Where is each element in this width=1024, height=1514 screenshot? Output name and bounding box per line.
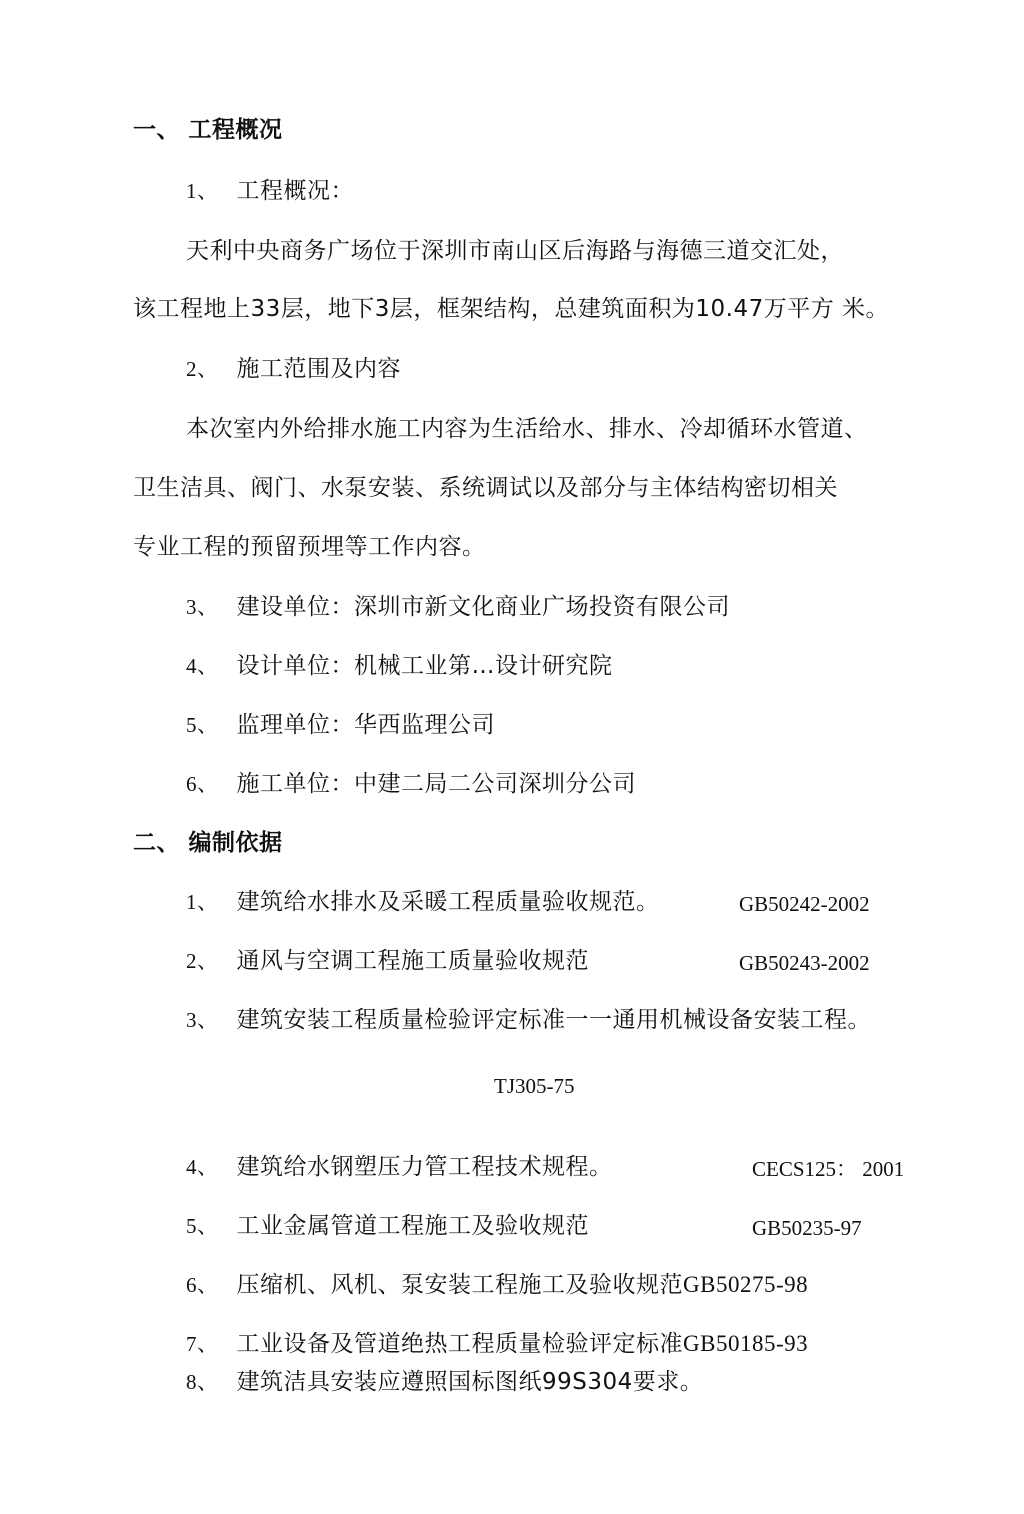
overview-paragraph-line-1: 天利中央商务广场位于深圳市南山区后海路与海德三道交汇处， <box>186 238 844 264</box>
item-text: 建筑给水排水及采暖工程质量验收规范。 <box>236 889 660 915</box>
item-number: 1、 <box>186 179 219 203</box>
item-number: 8、 <box>186 1370 219 1394</box>
item-text: 建筑安装工程质量检验评定标准一一通用机械设备安装工程。 <box>236 1007 871 1033</box>
item-text: 建筑洁具安装应遵照国标图纸99S304要求。 <box>236 1369 704 1395</box>
section-2-title: 二、 编制依据 <box>133 830 283 856</box>
item-text: 监理单位：华西监理公司 <box>236 712 495 738</box>
section-1-item-6 <box>186 769 636 799</box>
item-text: 工业设备及管道绝热工程质量检验评定标准 <box>236 1331 683 1357</box>
standard-code: GB50235-97 <box>752 1216 862 1240</box>
reference-item-3 <box>186 1005 871 1035</box>
section-1-item-4 <box>186 651 613 681</box>
item-text: 建筑给水钢塑压力管工程技术规程。 <box>236 1154 613 1180</box>
reference-item-2 <box>186 946 589 976</box>
reference-item-4 <box>186 1152 613 1182</box>
item-number: 5、 <box>186 1214 219 1238</box>
item-text: 工程概况： <box>236 178 354 204</box>
item-number: 7、 <box>186 1332 219 1356</box>
overview-paragraph-line-2: 该工程地上33层，地下3层，框架结构，总建筑面积为10.47万平方 米。 <box>133 296 890 322</box>
standard-code: GB50243-2002 <box>739 951 870 975</box>
standard-code: GB50275-98 <box>683 1272 809 1297</box>
item-text: 施工单位：中建二局二公司深圳分公司 <box>236 771 636 797</box>
item-number: 4、 <box>186 654 219 678</box>
section-1-item-2 <box>186 354 401 384</box>
standard-code: TJ305-75 <box>494 1074 575 1098</box>
item-text: 通风与空调工程施工质量验收规范 <box>236 948 589 974</box>
item-number: 6、 <box>186 1273 219 1297</box>
scope-paragraph-line-2: 卫生洁具、阀门、水泵安装、系统调试以及部分与主体结构密切相关 <box>133 475 838 501</box>
item-number: 6、 <box>186 772 219 796</box>
reference-item-7 <box>186 1329 808 1359</box>
item-number: 4、 <box>186 1155 219 1179</box>
reference-item-6 <box>186 1270 808 1300</box>
section-1-item-5 <box>186 710 495 740</box>
item-number: 3、 <box>186 595 219 619</box>
item-text: 施工范围及内容 <box>236 356 401 382</box>
item-number: 2、 <box>186 357 219 381</box>
item-number: 1、 <box>186 890 219 914</box>
scope-paragraph-line-1: 本次室内外给排水施工内容为生活给水、排水、冷却循环水管道、 <box>186 416 868 442</box>
reference-item-8 <box>186 1367 703 1397</box>
item-text: 压缩机、风机、泵安装工程施工及验收规范 <box>236 1272 683 1298</box>
item-number: 5、 <box>186 713 219 737</box>
scope-paragraph-line-3: 专业工程的预留预埋等工作内容。 <box>133 534 486 560</box>
section-1-item-3 <box>186 592 730 622</box>
item-number: 2、 <box>186 949 219 973</box>
section-1-item-1 <box>186 176 354 206</box>
standard-code: GB50242-2002 <box>739 892 870 916</box>
item-text: 建设单位：深圳市新文化商业广场投资有限公司 <box>236 594 730 620</box>
item-text: 设计单位：机械工业第…设计研究院 <box>236 653 613 679</box>
reference-item-1 <box>186 887 660 917</box>
standard-code: CECS125： 2001 <box>752 1157 905 1181</box>
section-1-title: 一、 工程概况 <box>133 117 283 143</box>
item-number: 3、 <box>186 1008 219 1032</box>
reference-item-5 <box>186 1211 589 1241</box>
item-text: 工业金属管道工程施工及验收规范 <box>236 1213 589 1239</box>
standard-code: GB50185-93 <box>683 1331 809 1356</box>
